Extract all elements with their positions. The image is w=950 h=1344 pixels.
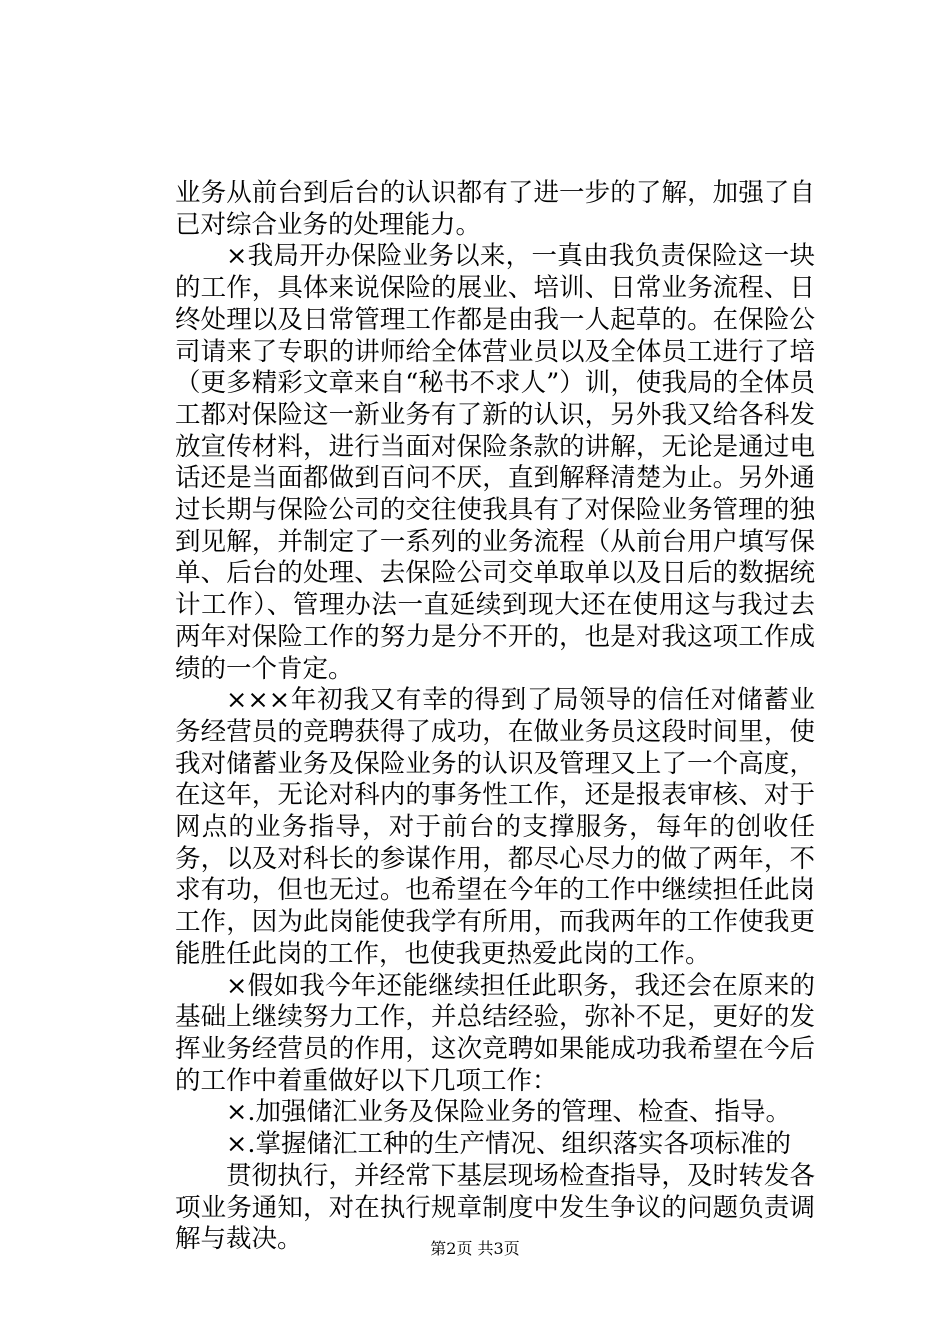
paragraph-insurance: ×我局开办保险业务以来，一真由我负责保险这一块的工作，具体来说保险的展业、培训、日常业务流程、日终处理以及日常管理工作都是由我一人起草的。在保险公司请来了专职的讲师给全体营业员以及全体员工进行了培（更多精彩文章来自“秘书不求人”）训，使我局的全体员工都对保险这一新业务有了新的认识，另外我又给各科发放宣传材料，进行当面对保险条款的讲解，无论是通过电话还是当面都做到百问不厌，直到解释清楚为止。另外通过长期与保险公司的交往使我具有了对保险业务管理的独到见解，并制定了一系列的业务流程（从前台用户填写保单、后台的处理、去保险公司交单取单以及日后的数据统计工作）、管理办法一直延续到现大还在使用这与我过去两年对保险工作的努力是分不开的，也是对我这项工作成绩的一个肯定。	[175, 241, 815, 684]
paragraph-continuation: 业务从前台到后台的认识都有了进一步的了解，加强了自已对综合业务的处理能力。	[175, 178, 815, 240]
document-body	[175, 178, 815, 1256]
paragraph-plan: ×假如我今年还能继续担任此职务，我还会在原来的基础上继续努力工作，并总结经验，弥补不足，更好的发挥业务经营员的作用，这次竞聘如果能成功我希望在今后的工作中着重做好以下几项工作：	[175, 970, 815, 1096]
list-item-2: ×.掌握储汇工种的生产情况、组织落实各项标准的	[226, 1129, 791, 1160]
list-item-1: ×.加强储汇业务及保险业务的管理、检查、指导。	[226, 1097, 791, 1128]
paragraph-savings: ×××年初我又有幸的得到了局领导的信任对储蓄业务经营员的竞聘获得了成功，在做业务员这段时间里，使我对储蓄业务及保险业务的认识及管理又上了一个高度，在这年，无论对科内的事务性工作，还是报表审核、对于网点的业务指导，对于前台的支撑服务，每年的创收任务，以及对科长的参谋作用，都尽心尽力的做了两年，不求有功，但也无过。也希望在今年的工作中继续担任此岗工作，因为此岗能使我学有所用，而我两年的工作使我更能胜任此岗的工作，也使我更热爱此岗的工作。	[175, 685, 815, 969]
page-footer: 第2页 共3页	[430, 1239, 520, 1258]
list-item-2-continuation: 贯彻执行，并经常下基层现场检查指导，及时转发各项业务通知，对在执行规章制度中发生争议的问题负责调解与裁决。	[175, 1160, 815, 1255]
